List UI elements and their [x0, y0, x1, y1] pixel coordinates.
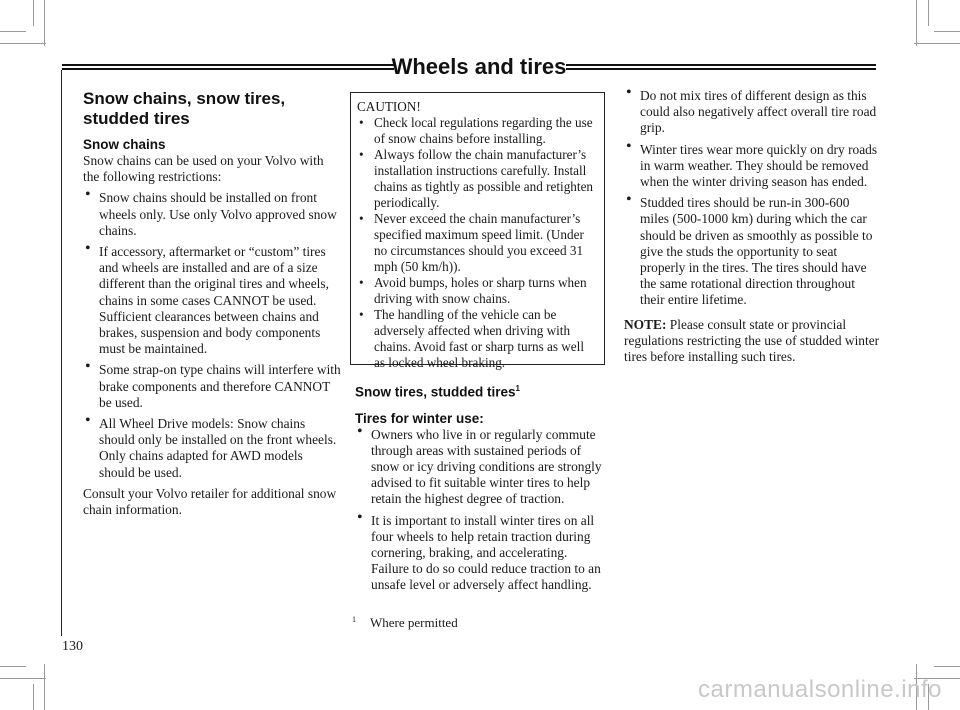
subsection-heading: Tires for winter use:: [355, 410, 484, 426]
list-item: • Check local regulations regarding the use of snow chains before installing.: [357, 115, 598, 147]
section-heading: [355, 381, 607, 401]
footnote-mark: 1: [352, 615, 356, 624]
caution-title: CAUTION!: [357, 99, 421, 114]
middle-column: [355, 381, 607, 594]
crop-mark: [33, 0, 34, 26]
tire-advice-list: [624, 88, 880, 309]
caution-list: [357, 115, 598, 371]
header-rule-left: [62, 64, 394, 70]
winter-tire-list: [355, 427, 607, 594]
subsection-heading: Snow chains: [83, 137, 166, 152]
list-item: • Do not mix tires of different design as this could also negatively affect overall tire road grip.: [624, 88, 880, 137]
page-header-title: Wheels and tires: [391, 54, 567, 79]
list-item: • Always follow the chain manufacturer’s installation instructions carefully. Install chains as tightly as possible and retighten periodically.: [357, 147, 598, 211]
intro-paragraph: Snow chains can be used on your Volvo with the following restrictions:: [83, 153, 324, 185]
list-item: • The handling of the vehicle can be adversely affected when driving with chains. Avoid fast or sharp turns as well as locked wheel braking.: [357, 307, 598, 371]
crop-mark: [928, 0, 929, 26]
footnote-text: Where permitted: [370, 615, 458, 630]
right-column: [624, 88, 880, 365]
note-text: Please consult state or provincial regulations restricting the use of studded winter tires before installing such tires.: [624, 316, 880, 365]
snow-chain-restrictions-list: [83, 190, 341, 480]
list-item: • Avoid bumps, holes or sharp turns when driving with snow chains.: [357, 275, 598, 307]
list-item: • If accessory, aftermarket or “custom” tires and wheels are installed and are of a size different than the original tires and wheels, chains in some cases CANNOT be used. Sufficient clearances between chains and brakes, suspension and body components must be maintained.: [83, 244, 341, 357]
list-item: • Owners who live in or regularly commute through areas with sustained periods of snow or icy driving conditions are strongly advised to fit suitable winter tires to help retain the highest degree of traction.: [355, 427, 607, 508]
crop-mark: [916, 0, 917, 46]
footnote-reference: 1: [515, 384, 520, 393]
list-item: • All Wheel Drive models: Snow chains should only be installed on the front wheels. Only chains adapted for AWD models should be used.: [83, 416, 341, 481]
crop-mark: [33, 684, 34, 710]
crop-mark: [44, 664, 45, 710]
crop-mark: [0, 678, 46, 679]
list-item: • Studded tires should be run-in 300-600 miles (500-1000 km) during which the car should be driven as smoothly as possible to give the studs the opportunity to seat properly in the tires. The tires should have the same rotational direction throughout their entire lifetime.: [624, 195, 880, 308]
note-label: NOTE:: [624, 316, 667, 332]
list-item: • Some strap-on type chains will interfere with brake components and therefore CANNOT be used.: [83, 362, 341, 411]
list-item: • It is important to install winter tires on all four wheels to help retain traction during cornering, braking, and accelerating. Failure to do so could reduce traction to an unsafe level or adversely affect handling.: [355, 513, 607, 594]
list-item: • Winter tires wear more quickly on dry roads in warm weather. They should be removed when the winter driving season has ended.: [624, 142, 880, 191]
page-number: 130: [62, 639, 83, 654]
crop-mark: [0, 666, 26, 667]
heading-text: Snow tires, studded tires: [355, 384, 516, 400]
margin-rule: [61, 70, 62, 636]
footnote: [352, 615, 458, 631]
left-column: [83, 89, 341, 518]
crop-mark: [934, 666, 960, 667]
crop-mark: [934, 31, 960, 32]
section-heading: Snow chains, snow tires, studded tires: [83, 89, 286, 128]
note-paragraph: [624, 317, 880, 366]
closing-paragraph: Consult your Volvo retailer for additional snow chain information.: [83, 485, 337, 518]
header-rule-right: [566, 64, 876, 70]
crop-mark: [44, 0, 45, 46]
crop-mark: [0, 31, 26, 32]
list-item: • Never exceed the chain manufacturer’s specified maximum speed limit. (Under no circumstances should you exceed 31 mph (50 km/h)).: [357, 211, 598, 275]
crop-mark: [914, 43, 960, 44]
crop-mark: [0, 43, 46, 44]
caution-box: [350, 92, 605, 370]
watermark: carmanualsonline.info: [698, 676, 942, 703]
list-item: • Snow chains should be installed on front wheels only. Use only Volvo approved snow chains.: [83, 190, 341, 239]
